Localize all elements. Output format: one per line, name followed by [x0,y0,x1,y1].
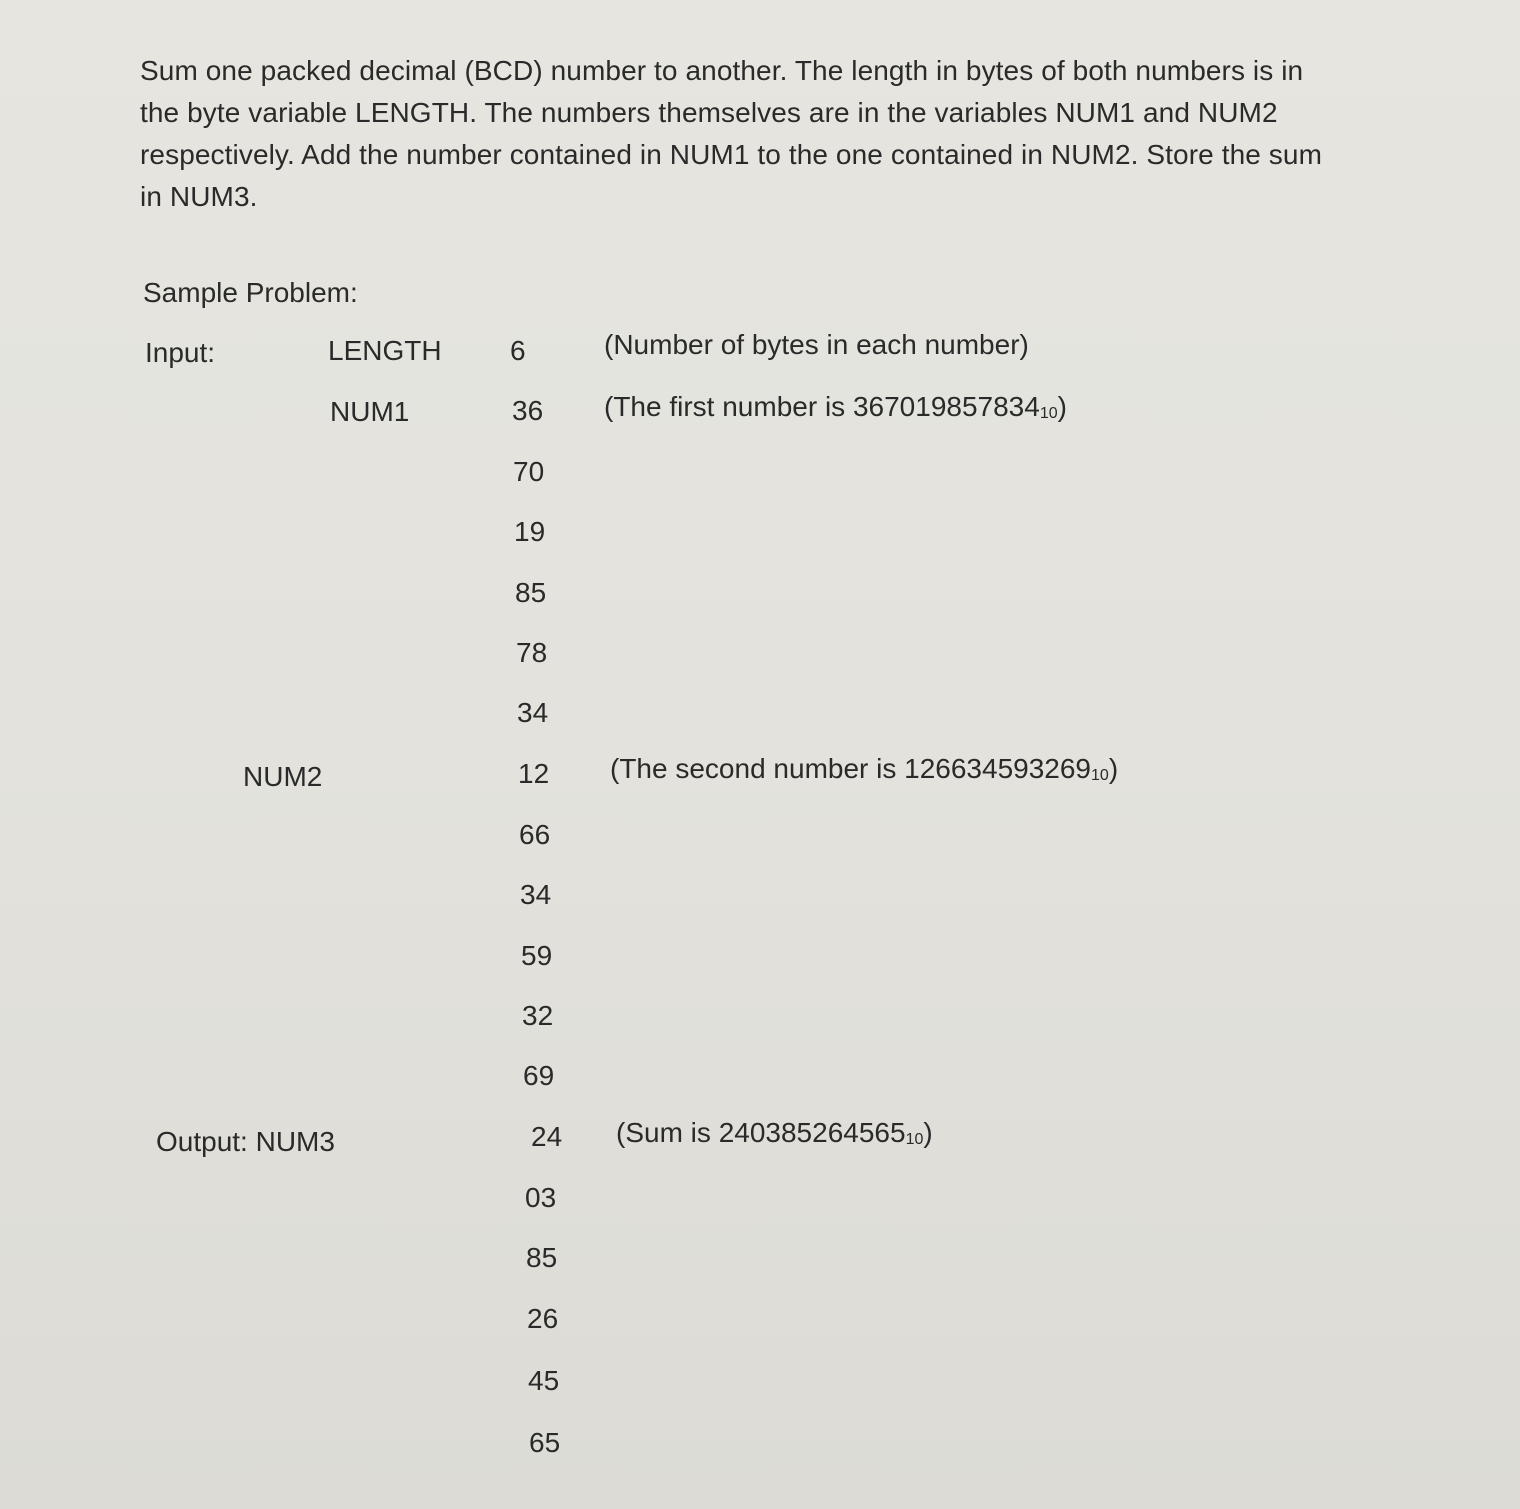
num1-byte: 78 [516,637,548,668]
num2-name: NUM2 [243,761,323,792]
sample-heading: Sample Problem: [143,277,358,308]
num2-byte: 59 [521,940,553,971]
num2-byte: 34 [520,879,552,910]
num3-byte: 45 [528,1365,560,1396]
num3-byte: 03 [525,1182,557,1213]
num3-byte: 24 [531,1121,563,1152]
num1-byte: 19 [514,516,546,547]
output-label: Output: NUM3 [156,1126,335,1157]
num1-byte: 36 [512,395,544,426]
num1-byte: 34 [517,697,549,728]
num2-note: (The second number is $126634593269_{10}$) [610,753,1119,784]
num3-byte: 26 [527,1303,559,1334]
num1-byte: 85 [515,577,547,608]
num2-byte: 66 [519,819,551,850]
problem-statement: Sum one packed decimal (BCD) number to another. The length in bytes of both numbers is in the byte variable LENGTH. The numbers themselves are in the variables NUM1 and NUM2 respectively. Add the number contained in NUM1 to the one contained in NUM2. Store the sum in NUM3. [140,55,1323,212]
length-name: LENGTH [328,335,442,366]
num1-byte: 70 [513,456,545,487]
num1-name: NUM1 [330,396,410,427]
length-note: (Number of bytes in each number) [604,329,1029,360]
input-label: Input: [145,337,216,368]
num2-byte: 69 [523,1060,555,1091]
num3-note: (Sum is $240385264565_{10}$) [616,1117,933,1148]
num2-byte: 32 [522,1000,554,1031]
num1-note: (The first number is $367019857834_{10}$) [604,391,1067,422]
num2-byte: 12 [518,758,550,789]
num3-byte: 65 [529,1427,561,1458]
num3-byte: 85 [526,1242,558,1273]
length-value: 6 [510,335,526,366]
